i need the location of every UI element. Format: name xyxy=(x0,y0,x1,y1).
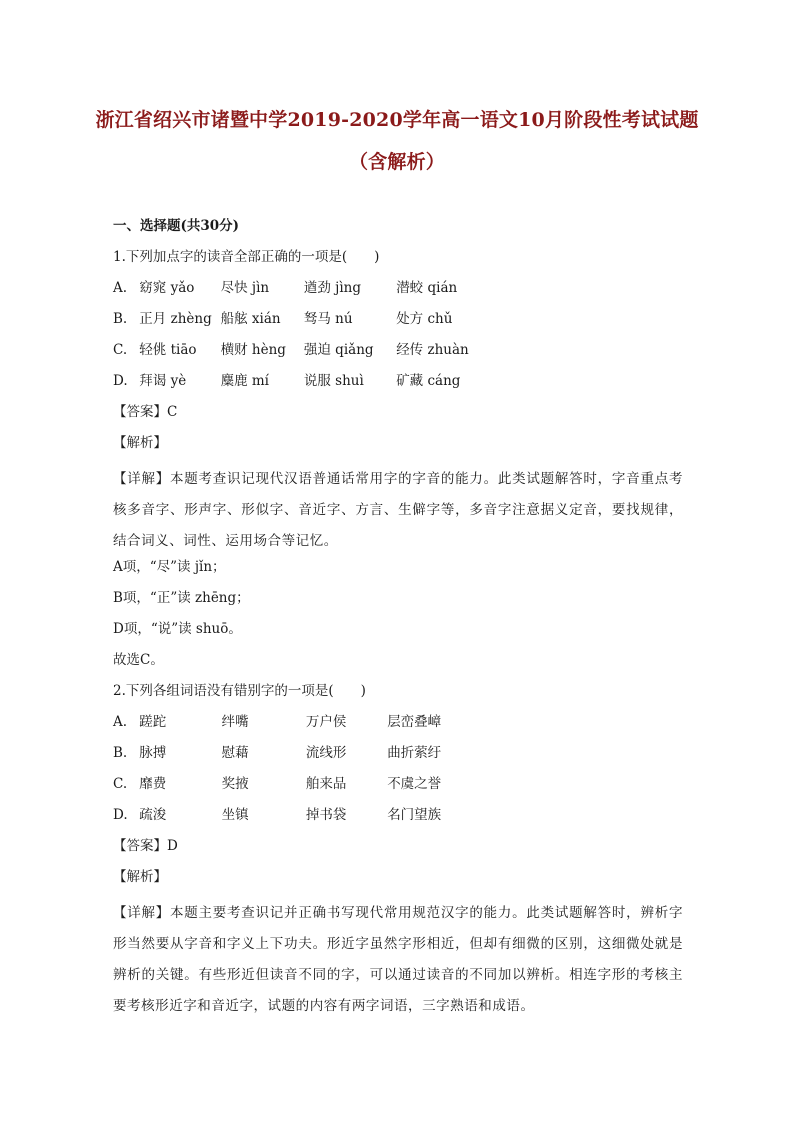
question-1-option-b xyxy=(113,309,683,340)
option-letter: A. xyxy=(113,280,128,296)
option-item: 船舷 xián xyxy=(220,311,281,327)
option-item: 绊嘴 xyxy=(221,714,249,730)
option-item: 驽马 nú xyxy=(303,311,353,327)
question-1-option-a xyxy=(113,278,683,309)
question-1-option-c xyxy=(113,340,683,371)
option-item: 说服 shuì xyxy=(303,373,364,389)
option-item: 脉搏 xyxy=(139,745,167,761)
option-letter: C. xyxy=(113,776,128,792)
question-2-detail: 【详解】本题主要考查识记并正确书写现代常用规范汉字的能力。此类试题解答时，辨析字形当然要从字音和字义上下功夫。形近字虽然字形相近，但却有细微的区别，这细微处就是辨析的关键。有些形近但读音不同的字，可以通过读音的不同加以辨析。相连字形的考核主要考核形近字和音近字，试题的内容有两字词语，三字熟语和成语。 xyxy=(113,905,683,1014)
option-item: 流线形 xyxy=(305,745,347,761)
option-item: 拜谒 yè xyxy=(139,373,187,389)
document-body xyxy=(113,216,683,1022)
question-1-stem: 1.下列加点字的读音全部正确的一项是( ) xyxy=(113,249,380,265)
option-item: 处方 chǔ xyxy=(396,311,453,327)
question-1-note-d: D项，“说”读 shuō。 xyxy=(113,621,242,637)
option-item: 蹉跎 xyxy=(139,714,167,730)
question-1-note-a: A项，“尽”读 jǐn； xyxy=(113,559,226,575)
option-letter: B. xyxy=(113,311,128,327)
question-2-option-c xyxy=(113,774,683,805)
document-title: 浙江省绍兴市诸暨中学2019-2020学年高一语文10月阶段性考试试题 xyxy=(95,109,699,131)
question-2-option-a xyxy=(113,712,683,743)
question-1-analysis-label: 【解析】 xyxy=(113,435,167,451)
option-item: 疏浚 xyxy=(139,807,167,823)
section-heading: 一、选择题(共30分) xyxy=(113,218,240,234)
option-item: 万户侯 xyxy=(305,714,347,730)
question-2-answer: 【答案】D xyxy=(113,838,178,854)
option-item: 尽快 jìn xyxy=(220,280,270,296)
option-item: 掉书袋 xyxy=(305,807,347,823)
option-item: 经传 zhuàn xyxy=(396,342,469,358)
option-item: 窈窕 yǎo xyxy=(139,280,195,296)
option-item: 潜蛟 qián xyxy=(396,280,458,296)
document-subtitle: （含解析） xyxy=(348,151,445,173)
question-1-note-b: B项，“正”读 zhēng； xyxy=(113,590,250,606)
option-letter: D. xyxy=(113,807,128,823)
option-item: 奖掖 xyxy=(221,776,249,792)
option-item: 曲折萦纡 xyxy=(387,745,442,761)
option-item: 遒劲 jìng xyxy=(303,280,362,296)
option-letter: B. xyxy=(113,745,128,761)
option-item: 靡费 xyxy=(139,776,167,792)
option-item: 层峦叠嶂 xyxy=(387,714,442,730)
question-1-conclusion: 故选C。 xyxy=(113,652,164,668)
question-2-stem: 2.下列各组词语没有错别字的一项是( ) xyxy=(113,683,366,699)
option-item: 强迫 qiǎng xyxy=(303,342,374,358)
option-letter: A. xyxy=(113,714,128,730)
question-2-option-d xyxy=(113,805,683,836)
option-item: 慰藉 xyxy=(221,745,249,761)
question-2-analysis-label: 【解析】 xyxy=(113,869,167,885)
option-item: 矿藏 cáng xyxy=(396,373,461,389)
option-item: 名门望族 xyxy=(387,807,442,823)
option-item: 横财 hèng xyxy=(220,342,286,358)
option-item: 舶来品 xyxy=(305,776,347,792)
question-1-detail: 【详解】本题考查识记现代汉语普通话常用字的字音的能力。此类试题解答时，字音重点考核多音字、形声字、形似字、音近字、方言、生僻字等，多音字注意据义定音，要找规律，结合词义、词性、运用场合等记忆。 xyxy=(113,471,683,549)
option-letter: D. xyxy=(113,373,128,389)
option-item: 正月 zhèng xyxy=(139,311,212,327)
option-item: 轻佻 tiāo xyxy=(139,342,197,358)
question-1-option-d xyxy=(113,371,683,402)
question-1-answer: 【答案】C xyxy=(113,404,178,420)
question-2-option-b xyxy=(113,743,683,774)
option-item: 不虞之誉 xyxy=(387,776,442,792)
option-letter: C. xyxy=(113,342,128,358)
option-item: 麋鹿 mí xyxy=(220,373,270,389)
option-item: 坐镇 xyxy=(221,807,249,823)
